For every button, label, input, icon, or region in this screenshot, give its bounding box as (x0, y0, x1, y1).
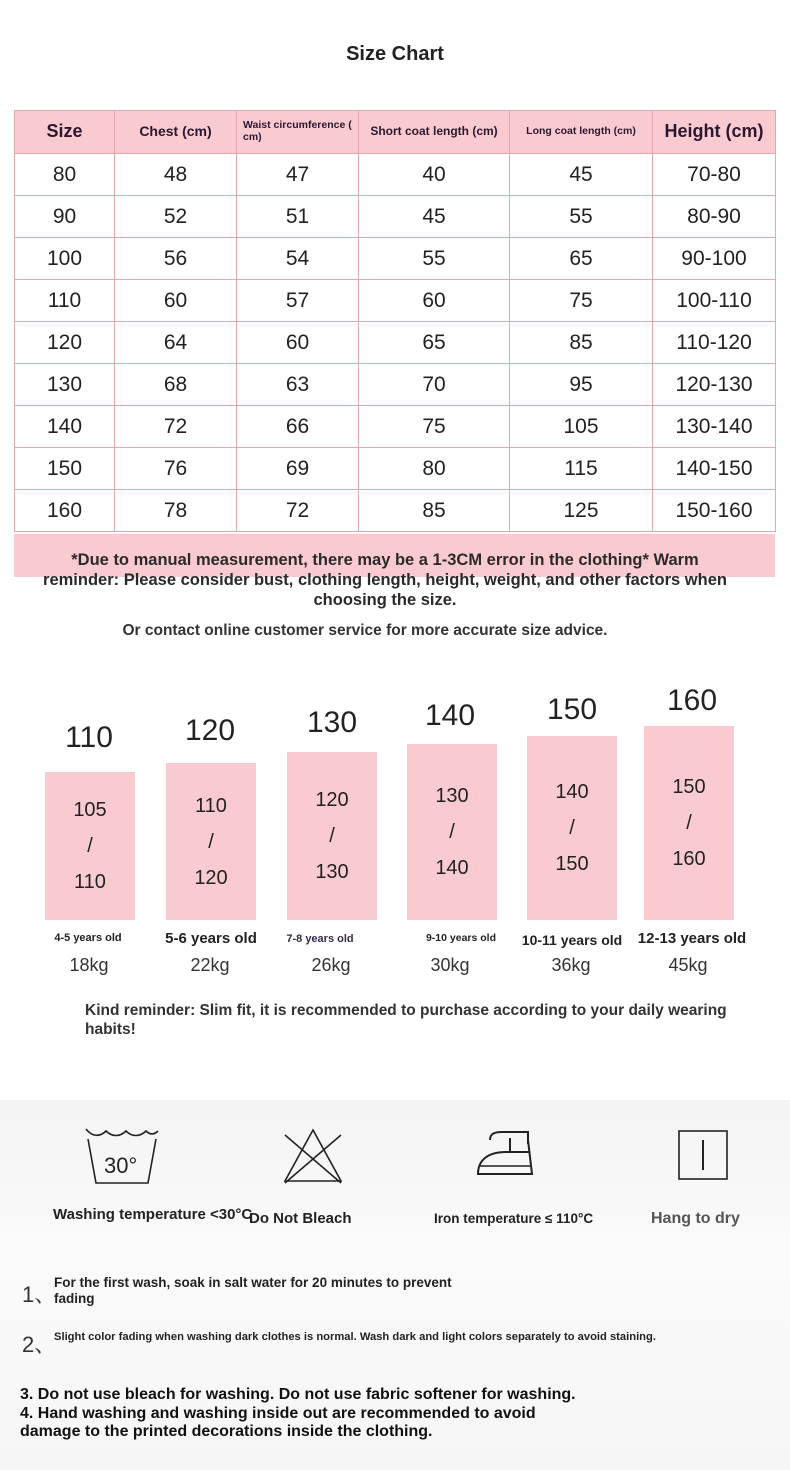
range-slash: / (449, 821, 455, 843)
table-row (15, 280, 776, 322)
range-high: 160 (672, 848, 706, 870)
cell: 55 (359, 238, 510, 280)
range-slash: / (87, 835, 93, 857)
contact-note: Or contact online customer service for more accurate size advice. (122, 622, 608, 639)
care-label-wash: Washing temperature <30°C (53, 1206, 253, 1223)
cell: 80 (15, 154, 115, 196)
cell: 85 (359, 490, 510, 532)
weight-label: 18kg (69, 955, 109, 975)
table-row (15, 364, 776, 406)
iron-icon (476, 1130, 534, 1176)
cell: 68 (115, 364, 237, 406)
column-size-label: 150 (546, 693, 598, 726)
table-row (15, 448, 776, 490)
cell: 40 (359, 154, 510, 196)
cell: 51 (237, 196, 359, 238)
care-label-iron: Iron temperature ≤ 110°C (434, 1211, 594, 1226)
care-label-bleach: Do Not Bleach (249, 1210, 352, 1227)
table-row (15, 196, 776, 238)
care-label-hang: Hang to dry (651, 1210, 740, 1227)
cell: 100-110 (653, 280, 776, 322)
table-row (15, 238, 776, 280)
cell: 64 (115, 322, 237, 364)
final-note-4: 4. Hand washing and washing inside out are recommended to avoid damage to the printed decorations inside the clothing. (20, 1404, 536, 1440)
cell: 150 (15, 448, 115, 490)
range-low: 120 (315, 789, 349, 811)
range-slash: / (208, 830, 214, 853)
cell: 120-130 (653, 364, 776, 406)
cell: 45 (359, 196, 510, 238)
cell: 120 (15, 322, 115, 364)
range-low: 150 (672, 776, 706, 798)
cell: 160 (15, 490, 115, 532)
cell: 55 (510, 196, 653, 238)
cell: 130 (15, 364, 115, 406)
cell: 95 (510, 364, 653, 406)
cell: 63 (237, 364, 359, 406)
range-high: 110 (74, 871, 106, 893)
header-height: Height (cm) (653, 111, 776, 154)
instruction-text: Slight color fading when washing dark clothes is normal. Wash dark and light colors separately to avoid staining. (54, 1331, 656, 1343)
cell: 56 (115, 238, 237, 280)
range-high: 130 (315, 861, 349, 883)
table-row (15, 490, 776, 532)
cell: 54 (237, 238, 359, 280)
cell: 90-100 (653, 238, 776, 280)
cell: 115 (510, 448, 653, 490)
table-header-row (15, 111, 776, 154)
cell: 125 (510, 490, 653, 532)
cell: 60 (115, 280, 237, 322)
cell: 110 (15, 280, 115, 322)
size-range-box (45, 772, 135, 920)
range-low: 105 (73, 799, 107, 821)
cell: 69 (237, 448, 359, 490)
age-label: 9-10 years old (425, 932, 497, 944)
instruction-text: For the first wash, soak in salt water for 20 minutes to prevent fading (54, 1275, 452, 1306)
cell: 100 (15, 238, 115, 280)
size-range-box (644, 726, 734, 920)
instruction-number: 1、 (22, 1282, 57, 1307)
cell: 72 (237, 490, 359, 532)
age-label: 4-5 years old (54, 932, 122, 944)
no-bleach-icon (281, 1127, 345, 1185)
cell: 150-160 (653, 490, 776, 532)
cell: 65 (359, 322, 510, 364)
page-title: Size Chart (346, 43, 444, 65)
range-slash: / (569, 817, 575, 839)
size-range-box (166, 763, 256, 920)
measurement-note: *Due to manual measurement, there may be a 1-3CM error in the clothing* Warm reminder: Please consider bust, clothing length, height, weight, and other factors when choosing the size. (43, 551, 727, 609)
range-high: 120 (194, 866, 228, 889)
cell: 105 (510, 406, 653, 448)
instruction-number: 2、 (22, 1332, 57, 1357)
cell: 60 (237, 322, 359, 364)
column-size-label: 160 (666, 684, 718, 717)
weight-label: 26kg (311, 955, 351, 975)
final-note-3: 3. Do not use bleach for washing. Do not use fabric softener for washing. (20, 1386, 576, 1403)
weight-label: 45kg (668, 955, 708, 975)
cell: 66 (237, 406, 359, 448)
header-chest: Chest (cm) (115, 111, 237, 154)
wash-temp-text: 30° (104, 1153, 138, 1178)
cell: 70 (359, 364, 510, 406)
age-label: 10-11 years old (521, 932, 623, 948)
cell: 57 (237, 280, 359, 322)
range-low: 140 (555, 781, 589, 803)
cell: 90 (15, 196, 115, 238)
header-size: Size (15, 111, 115, 154)
range-slash: / (329, 825, 335, 847)
cell: 76 (115, 448, 237, 490)
cell: 85 (510, 322, 653, 364)
cell: 47 (237, 154, 359, 196)
cell: 48 (115, 154, 237, 196)
range-high: 140 (435, 857, 469, 879)
header-short-coat: Short coat length (cm) (359, 111, 510, 154)
column-size-label: 130 (306, 706, 358, 739)
size-range-box (527, 736, 617, 920)
column-size-label: 120 (184, 714, 236, 747)
header-long-coat: Long coat length (cm) (510, 111, 653, 154)
table-row (15, 322, 776, 364)
range-high: 150 (555, 853, 589, 875)
cell: 75 (359, 406, 510, 448)
cell: 65 (510, 238, 653, 280)
fit-reminder: Kind reminder: Slim fit, it is recommended to purchase according to your daily wearing habits! (85, 1002, 727, 1038)
cell: 70-80 (653, 154, 776, 196)
cell: 140-150 (653, 448, 776, 490)
size-table (14, 110, 776, 532)
weight-label: 22kg (190, 955, 230, 975)
column-size-label: 110 (65, 721, 113, 754)
hang-dry-icon (678, 1130, 728, 1180)
cell: 72 (115, 406, 237, 448)
age-label: 12-13 years old (637, 930, 747, 947)
weight-label: 36kg (551, 955, 591, 975)
range-slash: / (686, 812, 692, 834)
cell: 130-140 (653, 406, 776, 448)
range-low: 130 (435, 785, 469, 807)
table-row (15, 406, 776, 448)
size-range-box (407, 744, 497, 920)
cell: 45 (510, 154, 653, 196)
cell: 52 (115, 196, 237, 238)
cell: 140 (15, 406, 115, 448)
table-row (15, 154, 776, 196)
final-notes (20, 1386, 760, 1442)
cell: 78 (115, 490, 237, 532)
range-low: 110 (195, 794, 227, 817)
header-waist: Waist circumference ( cm) (237, 111, 359, 154)
cell: 110-120 (653, 322, 776, 364)
column-size-label: 140 (424, 699, 476, 732)
cell: 80 (359, 448, 510, 490)
age-label: 7-8 years old (286, 933, 354, 945)
size-range-box (287, 752, 377, 920)
cell: 75 (510, 280, 653, 322)
cell: 60 (359, 280, 510, 322)
cell: 80-90 (653, 196, 776, 238)
weight-label: 30kg (430, 955, 470, 975)
age-label: 5-6 years old (165, 930, 257, 947)
